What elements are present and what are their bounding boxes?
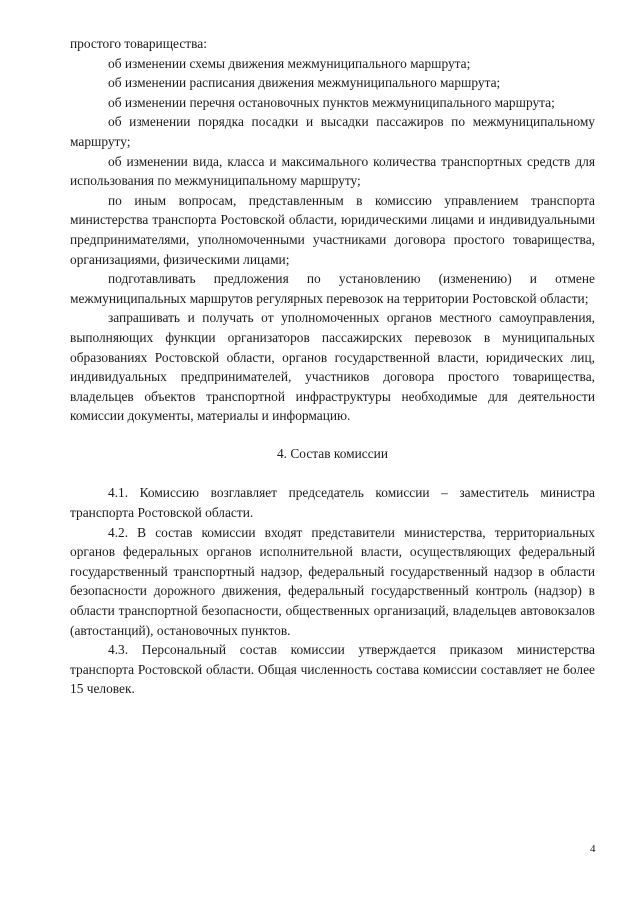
section-heading: 4. Состав комиссии xyxy=(276,445,389,461)
paragraph: об изменении схемы движения межмуниципального маршрута; xyxy=(108,55,471,71)
paragraph: об изменении расписания движения межмуниципального маршрута; xyxy=(108,75,501,91)
paragraph: 4.1. Комиссию возглавляет председатель комиссии – заместитель министра транспорта Ростовской области. xyxy=(70,485,595,521)
document-page xyxy=(70,34,595,699)
paragraph: подготавливать предложения по установлению (изменению) и отмене межмуниципальных маршрутов регулярных перевозок на территории Ростовской области; xyxy=(70,271,595,306)
paragraph: об изменении вида, класса и максимального количества транспортных средств для использования по межмуниципальному маршруту; xyxy=(70,153,595,189)
paragraph: запрашивать и получать от уполномоченных органов местного самоуправления, выполняющих функции организаторов пассажирских перевозок в муниципальных образованиях Ростовской области, органов государственной власти, юридических лиц, индивидуальных предпринимателей, участников договора простого товарищества, владельцев объектов транспортной инфраструктуры необходимые для деятельности комиссии документы, материалы и информацию. xyxy=(70,310,595,424)
paragraph: 4.2. В состав комиссии входят представители министерства, территориальных органов федеральных органов исполнительной власти, осуществляющих федеральный государственный транспортный надзор, федеральный государственный надзор в области безопасности дорожного движения, федеральный государственный контроль (надзор) в области транспортной безопасности, общественных организаций, владельцев автовокзалов (автостанций), остановочных пунктов. xyxy=(70,524,595,638)
paragraph: об изменении перечня остановочных пунктов межмуниципального маршрута; xyxy=(108,94,555,110)
paragraph: простого товарищества: xyxy=(70,36,207,51)
paragraph: по иным вопросам, представленным в комиссию управлением транспорта министерства транспорта Ростовской области, юридическими лицами и индивидуальными предпринимателями, уполномоченными участниками договора простого товарищества, организациями, физическими лицами; xyxy=(70,192,595,267)
paragraph: 4.3. Персональный состав комиссии утверждается приказом министерства транспорта Ростовской области. Общая численность состава комиссии составляет не более 15 человек. xyxy=(70,642,595,697)
page-number: 4 xyxy=(590,843,596,855)
paragraph: об изменении порядка посадки и высадки пассажиров по межмуниципальному маршруту; xyxy=(70,114,595,149)
